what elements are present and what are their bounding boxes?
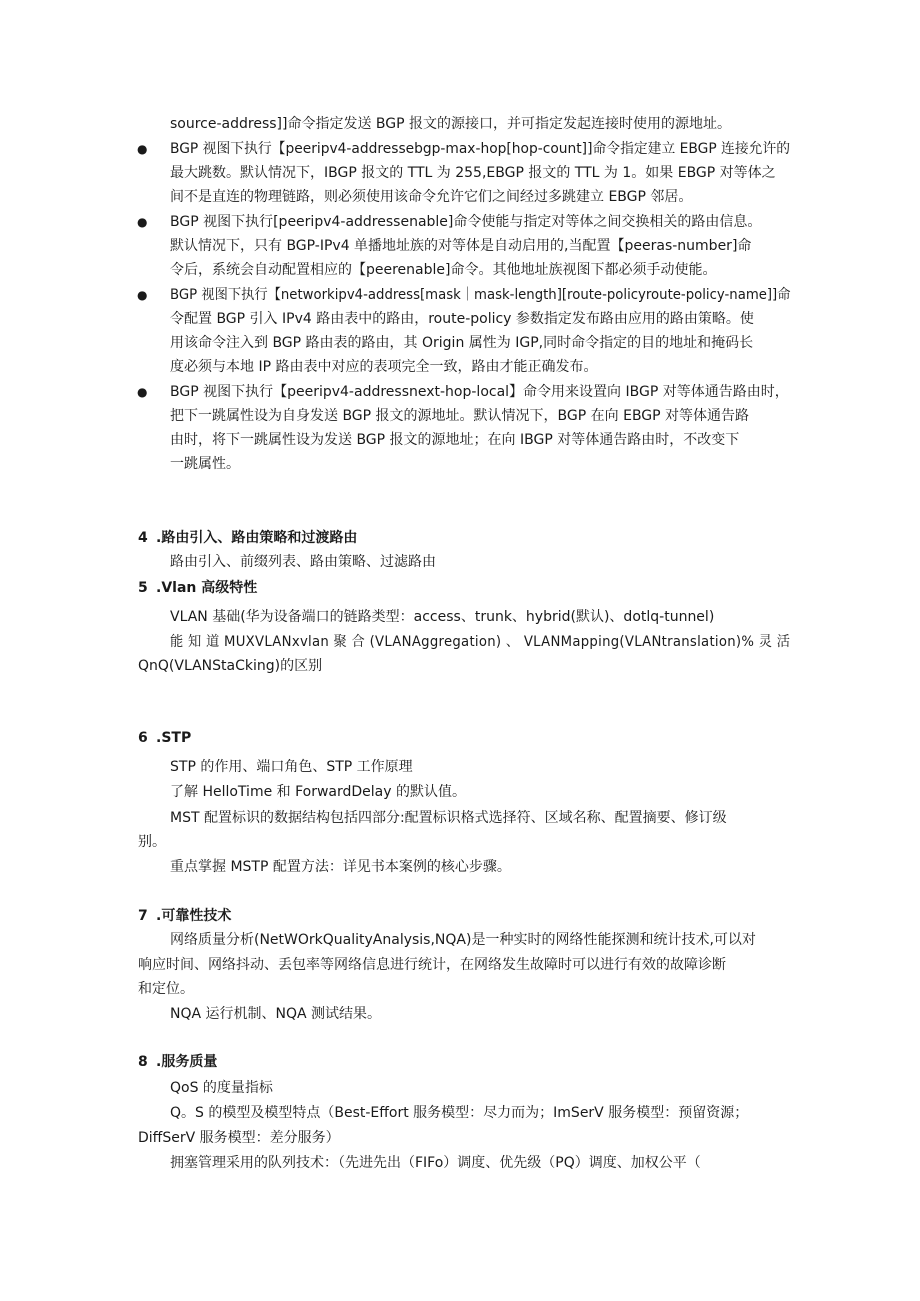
bullet-dot: ● — [137, 385, 148, 399]
section-8-line-3: DiffSerV 服务模型：差分服务） — [138, 1130, 340, 1146]
section-number: 5 — [138, 580, 148, 596]
section-7-heading — [138, 906, 231, 926]
bullet-1-line-2: 最大跳数。默认情况下，IBGP 报文的 TTL 为 255,EBGP 报文的 TTL 为 1。如果 EBGP 对等体之 — [170, 165, 776, 181]
section-5-line-1: VLAN 基础(华为设备端口的链路类型：access、trunk、hybrid(默认)、dotlq-tunnel) — [170, 609, 715, 625]
section-number: 6 — [138, 730, 148, 746]
bullet-3-line-2: 令配置 BGP 引入 IPv4 路由表中的路由，route-policy 参数指定发布路由应用的路由策略。使 — [170, 311, 754, 327]
bullet-1-line-3: 间不是直连的物理链路，则必须使用该命令允许它们之间经过多跳建立 EBGP 邻居。 — [170, 189, 693, 205]
section-6-line-5: 重点掌握 MSTP 配置方法：详见书本案例的核心步骤。 — [170, 859, 511, 875]
section-title: .STP — [156, 730, 192, 746]
bullet-4-line-4: 一跳属性。 — [170, 456, 240, 472]
bullet-2-line-3: 令后，系统会自动配置相应的【peerenable]命令。其他地址族视图下都必须手动使能。 — [170, 262, 717, 278]
section-4-paragraph: 路由引入、前缀列表、路由策略、过滤路由 — [170, 554, 436, 570]
section-title: .可靠性技术 — [156, 908, 232, 924]
bullet-2-line-2: 默认情况下，只有 BGP-IPv4 单播地址族的对等体是自动启用的,当配置【peeras-number]命 — [170, 238, 752, 254]
bullet-dot: ● — [137, 142, 148, 156]
section-8-line-2: Q。S 的模型及模型特点（Best-Effort 服务模型：尽力而为；ImSerV 服务模型：预留资源； — [170, 1105, 749, 1121]
bullet-4-line-1: BGP 视图下执行【peeripv4-addressnext-hop-local】命令用来设置向 IBGP 对等体通告路由时， — [170, 384, 789, 400]
bgp-continuation-line: source-address]]命令指定发送 BGP 报文的源接口，并可指定发起连接时使用的源地址。 — [170, 116, 732, 132]
section-6-line-3: MST 配置标识的数据结构包括四部分:配置标识格式选择符、区域名称、配置摘要、修订级 — [170, 810, 727, 826]
section-6-line-4: 别。 — [138, 834, 166, 850]
bullet-dot: ● — [137, 215, 148, 229]
section-6-line-2: 了解 HelloTime 和 ForwardDelay 的默认值。 — [170, 784, 466, 800]
section-7-line-3: 和定位。 — [138, 981, 194, 997]
section-8-heading — [138, 1052, 217, 1072]
bullet-dot: ● — [137, 288, 148, 302]
section-7-line-4: NQA 运行机制、NQA 测试结果。 — [170, 1006, 382, 1022]
section-6-line-1: STP 的作用、端口角色、STP 工作原理 — [170, 759, 413, 775]
bullet-3-line-3: 用该命令注入到 BGP 路由表的路由，其 Origin 属性为 IGP,同时命令指定的目的地址和掩码长 — [170, 335, 754, 351]
section-8-line-4: 拥塞管理采用的队列技术：（先进先出（FIFo）调度、优先级（PQ）调度、加权公平（ — [170, 1155, 701, 1171]
section-title: .Vlan 高级特性 — [156, 580, 258, 596]
section-5-line-3: QnQ(VLANStaCking)的区别 — [138, 658, 323, 674]
bullet-2-line-1: BGP 视图下执行[peeripv4-addressenable]命令使能与指定对等体之间交换相关的路由信息。 — [170, 214, 762, 230]
bullet-1-line-1: BGP 视图下执行【peeripv4-addressebgp-max-hop[hop-count]]命令指定建立 EBGP 连接允许的 — [170, 141, 791, 157]
section-number: 7 — [138, 908, 148, 924]
bullet-4-line-2: 把下一跳属性设为自身发送 BGP 报文的源地址。默认情况下，BGP 在向 EBGP 对等体通告路 — [170, 408, 750, 424]
section-5-heading — [138, 578, 257, 598]
bullet-3-line-4: 度必须与本地 IP 路由表中对应的表项完全一致，路由才能正确发布。 — [170, 359, 598, 375]
bullet-3-line-1: BGP 视图下执行【networkipv4-address[mask｜mask-length][route-policyroute-policy-name]]命 — [170, 287, 791, 303]
section-title: .路由引入、路由策略和过渡路由 — [156, 530, 358, 546]
section-title: .服务质量 — [156, 1054, 218, 1070]
section-4-heading — [138, 528, 357, 548]
section-7-line-1: 网络质量分析(NetWOrkQualityAnalysis,NQA)是一种实时的网络性能探测和统计技术,可以对 — [170, 932, 756, 948]
section-7-line-2: 响应时间、网络抖动、丢包率等网络信息进行统计，在网络发生故障时可以进行有效的故障诊断 — [138, 957, 726, 973]
section-number: 4 — [138, 530, 148, 546]
bullet-4-line-3: 由时，将下一跳属性设为发送 BGP 报文的源地址；在向 IBGP 对等体通告路由时，不改变下 — [170, 432, 740, 448]
section-6-heading — [138, 728, 191, 748]
section-5-line-2: 能 知 道 MUXVLANxvlan 聚 合 (VLANAggregation) 、 VLANMapping(VLANtranslation)% 灵 活 — [170, 634, 791, 650]
section-number: 8 — [138, 1054, 148, 1070]
section-8-line-1: QoS 的度量指标 — [170, 1080, 273, 1096]
